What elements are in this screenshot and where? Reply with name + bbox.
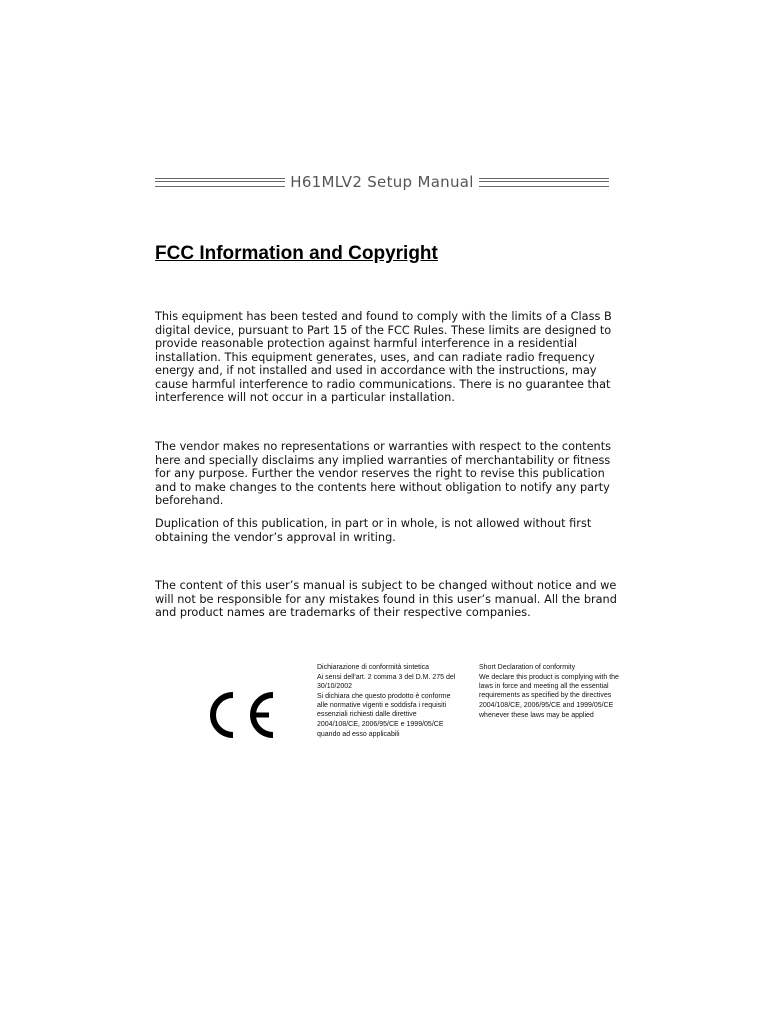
declaration-italian (317, 663, 457, 740)
manual-title: H61MLV2 Setup Manual (290, 173, 474, 191)
declaration-english-line: We declare this product is complying with the laws in force and meeting all the essential requirements as specified by the directives (479, 674, 619, 699)
declaration-english-heading: Short Declaration of conformity (479, 664, 576, 671)
running-header (155, 170, 609, 194)
page-title: FCC Information and Copyright (155, 243, 438, 264)
declaration-english (479, 663, 619, 721)
declaration-italian-line: quando ad esso applicabili (317, 731, 400, 738)
trademark-paragraph: The content of this user’s manual is subject to be changed without notice and we will not be responsible for any mistakes found in this user’s manual. All the brand and product names are trademarks of their respective companies. (155, 579, 617, 619)
warranty-disclaimer-paragraph: The vendor makes no representations or warranties with respect to the contents here and specially disclaims any implied warranties of merchantability or fitness for any purpose. Further the vendor reserves the right to revise this publication and to make changes to the contents here without obligation to notify any party beforehand. (155, 440, 612, 507)
fcc-compliance-paragraph: This equipment has been tested and found to comply with the limits of a Class B digital device, pursuant to Part 15 of the FCC Rules. These limits are designed to provide reasonable protection against harmful interference in a residential installation. This equipment generates, uses, and can radiate radio frequency energy and, if not installed and used in accordance with the instructions, may cause harmful interference to radio communications. There is no guarantee that interference will not occur in a particular installation. (155, 310, 612, 404)
header-rule-right (479, 178, 609, 187)
declaration-italian-line: Ai sensi dell'art. 2 comma 3 del D.M. 275 del 30/10/2002 (317, 674, 456, 690)
header-rule-left (155, 178, 285, 187)
declaration-english-line: 2004/108/CE, 2006/95/CE and 1999/05/CE (479, 702, 614, 709)
duplication-paragraph: Duplication of this publication, in part or in whole, is not allowed without first obtaining the vendor’s approval in writing. (155, 517, 592, 544)
declaration-english-line: whenever these laws may be applied (479, 712, 594, 719)
declaration-italian-line: Si dichiara che questo prodotto è conforme alle normative vigenti e soddisfa i requisiti essenziali richiesti dalle direttive (317, 693, 451, 718)
declaration-italian-line: 2004/108/CE, 2006/95/CE e 1999/05/CE (317, 721, 444, 728)
ce-mark-icon (200, 690, 278, 744)
declaration-italian-heading: Dichiarazione di conformità sintetica (317, 664, 430, 671)
